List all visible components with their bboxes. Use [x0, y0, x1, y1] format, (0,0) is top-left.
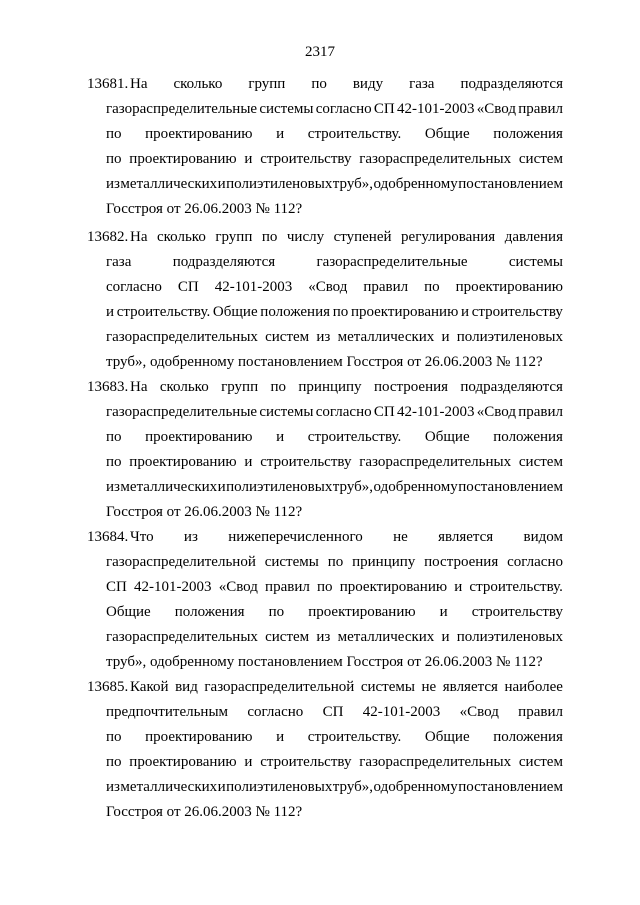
question-line: по проектированию и строительству. Общие положения: [106, 429, 563, 445]
question-line: по проектированию и строительству газораспределительных систем: [106, 754, 563, 770]
question-line: по проектированию и строительству. Общие положения: [106, 729, 563, 745]
question-line: Что из нижеперечисленного не является видом: [130, 529, 563, 545]
question-line: Госстроя от 26.06.2003 № 112?: [106, 201, 303, 217]
question-line: Госстроя от 26.06.2003 № 112?: [106, 504, 303, 520]
page-number: 2317: [305, 44, 335, 60]
question-line: труб», одобренному постановлением Госстроя от 26.06.2003 № 112?: [106, 354, 543, 370]
question-number: 13681.: [87, 76, 129, 92]
question-line: из металлических и полиэтиленовых труб», одобренному постановлением: [106, 779, 563, 795]
question-line: Какой вид газораспределительной системы не является наиболее: [130, 679, 563, 695]
question-line: газа подразделяются газораспределительные системы: [106, 254, 563, 270]
question-line: согласно СП 42-101-2003 «Свод правил по проектированию: [106, 279, 563, 295]
question-number: 13685.: [87, 679, 129, 695]
question-line: труб», одобренному постановлением Госстроя от 26.06.2003 № 112?: [106, 654, 543, 670]
question-line: На сколько групп по числу ступеней регулирования давления: [130, 229, 563, 245]
question-line: газораспределительные системы согласно СП 42-101-2003 «Свод правил: [106, 101, 563, 117]
question-number: 13682.: [87, 229, 129, 245]
question-line: из металлических и полиэтиленовых труб», одобренному постановлением: [106, 479, 563, 495]
question-line: и строительству. Общие положения по проектированию и строительству: [106, 304, 563, 320]
question-line: Общие положения по проектированию и строительству: [106, 604, 563, 620]
question-line: по проектированию и строительству. Общие положения: [106, 126, 563, 142]
question-number: 13683.: [87, 379, 129, 395]
question-line: На сколько групп по виду газа подразделяются: [130, 76, 563, 92]
question-line: по проектированию и строительству газораспределительных систем: [106, 151, 563, 167]
question-line: СП 42-101-2003 «Свод правил по проектированию и строительству.: [106, 579, 563, 595]
question-line: Госстроя от 26.06.2003 № 112?: [106, 804, 303, 820]
question-line: предпочтительным согласно СП 42-101-2003 «Свод правил: [106, 704, 563, 720]
question-line: по проектированию и строительству газораспределительных систем: [106, 454, 563, 470]
question-line: газораспределительные системы согласно СП 42-101-2003 «Свод правил: [106, 404, 563, 420]
question-line: газораспределительных систем из металлических и полиэтиленовых: [106, 329, 563, 345]
question-line: из металлических и полиэтиленовых труб», одобренному постановлением: [106, 176, 563, 192]
question-line: газораспределительной системы по принципу построения согласно: [106, 554, 563, 570]
question-number: 13684.: [87, 529, 129, 545]
question-line: На сколько групп по принципу построения подразделяются: [130, 379, 563, 395]
question-line: газораспределительных систем из металлических и полиэтиленовых: [106, 629, 563, 645]
